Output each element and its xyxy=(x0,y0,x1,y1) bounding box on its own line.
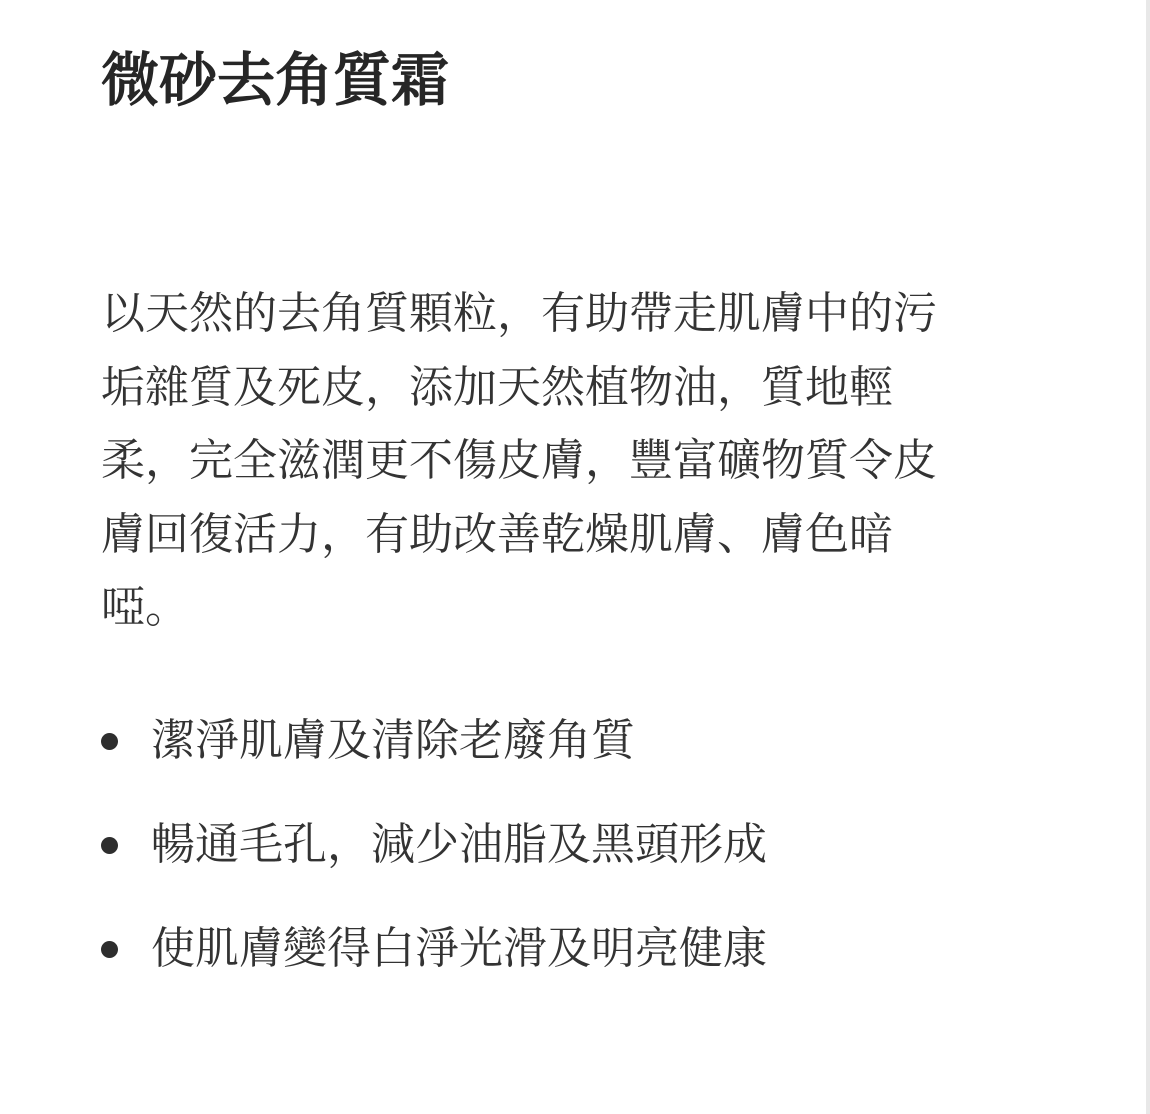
benefit-list xyxy=(101,705,767,1017)
bullet-icon xyxy=(101,941,118,958)
bullet-icon xyxy=(101,733,118,750)
list-item xyxy=(101,809,767,913)
description-line: 以天然的去角質顆粒，有助帶走肌膚中的污 xyxy=(101,288,937,339)
description-line: 垢雜質及死皮，添加天然植物油，質地輕 xyxy=(101,361,893,413)
product-title: 微砂去角質霜 xyxy=(101,46,450,114)
benefit-text: 暢通毛孔，減少油脂及黑頭形成 xyxy=(151,819,767,870)
description-line: 啞。 xyxy=(101,582,189,633)
list-item xyxy=(101,705,767,809)
benefit-text: 潔淨肌膚及清除老廢角質 xyxy=(151,715,635,766)
bullet-icon xyxy=(101,837,118,854)
list-item xyxy=(101,913,767,1017)
scroll-edge xyxy=(1146,0,1150,1114)
description-line: 柔，完全滋潤更不傷皮膚，豐富礦物質令皮 xyxy=(101,435,937,486)
product-description-text xyxy=(101,277,1041,645)
benefit-text: 使肌膚變得白淨光滑及明亮健康 xyxy=(151,923,767,974)
description-line: 膚回復活力，有助改善乾燥肌膚、膚色暗 xyxy=(101,508,893,560)
